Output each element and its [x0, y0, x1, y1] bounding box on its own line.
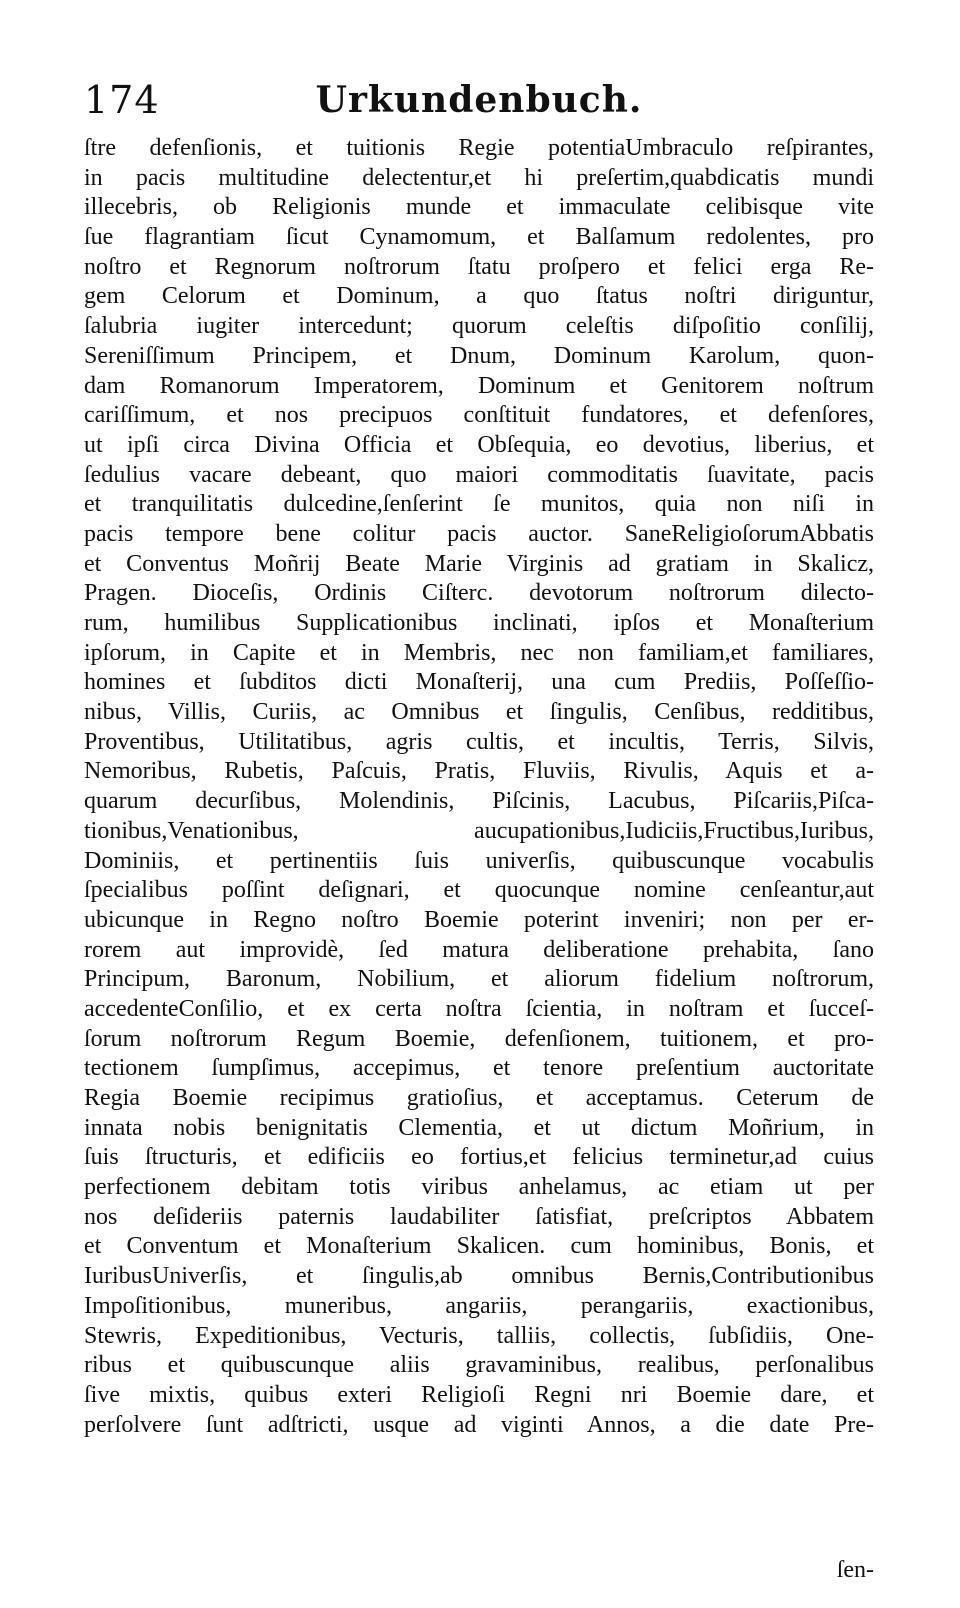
text-line: Stewris, Expeditionibus, Vecturis, talliis, collectis, ſubſidiis, One- [84, 1322, 874, 1349]
text-line: et tranquilitatis dulcedine,ſenſerint ſe munitos, quia non niſi in [84, 491, 874, 518]
text-line: ſue flagrantiam ſicut Cynamomum, et Balſamum redolentes, pro [84, 224, 874, 251]
text-line: IuribusUniverſis, et ſingulis,ab omnibus Bernis,Contributionibus [84, 1263, 874, 1290]
text-line: ſorum noſtrorum Regum Boemie, defenſionem, tuitionem, et pro- [84, 1025, 874, 1052]
text-line: rum, humilibus Supplicationibus inclinati, ipſos et Monaſterium [84, 610, 874, 636]
text-line: in pacis multitudine delectentur,et hi preſertim,quabdicatis mundi [84, 164, 874, 191]
text-line: noſtro et Regnorum noſtrorum ſtatu proſpero et felici erga Re- [84, 253, 874, 280]
text-line: Regia Boemie recipimus gratioſius, et acceptamus. Ceterum de [84, 1085, 874, 1111]
body-text [84, 134, 874, 1440]
text-line: Principum, Baronum, Nobilium, et aliorum fidelium noſtrorum, [84, 966, 874, 993]
text-line: perſolvere ſunt adſtricti, usque ad viginti Annos, a die date Pre- [84, 1411, 874, 1438]
text-line: Proventibus, Utilitatibus, agris cultis, et incultis, Terris, Silvis, [84, 728, 874, 755]
text-line: gem Celorum et Dominum, a quo ſtatus noſtri diriguntur, [84, 283, 874, 310]
text-line: ribus et quibuscunque aliis gravaminibus, realibus, perſonalibus [84, 1352, 874, 1379]
text-line: ſedulius vacare debeant, quo maiori commoditatis ſuavitate, pacis [84, 461, 874, 488]
text-line: Nemoribus, Rubetis, Paſcuis, Pratis, Fluviis, Rivulis, Aquis et a- [84, 758, 874, 785]
text-line: ubicunque in Regno noſtro Boemie poterint inveniri; non per er- [84, 906, 874, 933]
running-head: Urkundenbuch. [315, 79, 643, 121]
text-line: et Conventus Moñrij Beate Marie Virginis ad gratiam in Skalicz, [84, 550, 874, 577]
text-line: ipſorum, in Capite et in Membris, nec non familiam,et familiares, [84, 639, 874, 666]
text-line: ſpecialibus poſſint deſignari, et quocunque nomine cenſeantur,aut [84, 877, 874, 904]
page-header [84, 72, 874, 128]
text-line: perfectionem debitam totis viribus anhelamus, ac etiam ut per [84, 1174, 874, 1201]
text-line: pacis tempore bene colitur pacis auctor. SaneReligioſorumAbbatis [84, 520, 874, 547]
text-line: quarum decurſibus, Molendinis, Piſcinis, Lacubus, Piſcariis,Piſca- [84, 788, 874, 815]
text-line: Pragen. Dioceſis, Ordinis Ciſterc. devotorum noſtrorum dilecto- [84, 580, 874, 607]
text-line: nibus, Villis, Curiis, ac Omnibus et ſingulis, Cenſibus, redditibus, [84, 699, 874, 726]
text-line: homines et ſubditos dicti Monaſterij, una cum Prediis, Poſſeſſio- [84, 669, 874, 696]
text-line: innata nobis benignitatis Clementia, et ut dictum Moñrium, in [84, 1114, 874, 1141]
text-line: Sereniſſimum Principem, et Dnum, Dominum Karolum, quon- [84, 342, 874, 369]
text-line: ſuis ſtructuris, et edificiis eo fortius,et felicius terminetur,ad cuius [84, 1144, 874, 1171]
catchword: ſen- [836, 1557, 874, 1583]
text-line: illecebris, ob Religionis munde et immaculate celibisque vite [84, 194, 874, 221]
text-line: tectionem ſumpſimus, accepimus, et tenore preſentium auctoritate [84, 1055, 874, 1082]
text-line: ut ipſi circa Divina Officia et Obſequia, eo devotius, liberius, et [84, 431, 874, 458]
text-line: nos deſideriis paternis laudabiliter ſatisfiat, preſcriptos Abbatem [84, 1203, 874, 1230]
text-line: ſive mixtis, quibus exteri Religioſi Regni nri Boemie dare, et [84, 1381, 874, 1408]
text-line: cariſſimum, et nos precipuos conſtituit fundatores, et defenſores, [84, 402, 874, 429]
text-line: Impoſitionibus, muneribus, angariis, perangariis, exactionibus, [84, 1292, 874, 1319]
text-line: rorem aut improvidè, ſed matura deliberatione prehabita, ſano [84, 936, 874, 963]
text-line: dam Romanorum Imperatorem, Dominum et Genitorem noſtrum [84, 372, 874, 399]
text-line: tionibus,Venationibus, aucupationibus,Iudiciis,Fructibus,Iuribus, [84, 817, 874, 844]
text-line: et Conventum et Monaſterium Skalicen. cum hominibus, Bonis, et [84, 1233, 874, 1260]
text-line: Dominiis, et pertinentiis ſuis univerſis, quibuscunque vocabulis [84, 847, 874, 874]
text-line: ſtre defenſionis, et tuitionis Regie potentiaUmbraculo reſpirantes, [84, 135, 874, 161]
text-line: ſalubria iugiter intercedunt; quorum celeſtis diſpoſitio conſilij, [84, 313, 874, 340]
page-number: 174 [84, 78, 160, 122]
text-line: accedenteConſilio, et ex certa noſtra ſcientia, in noſtram et ſucceſ- [84, 995, 874, 1022]
